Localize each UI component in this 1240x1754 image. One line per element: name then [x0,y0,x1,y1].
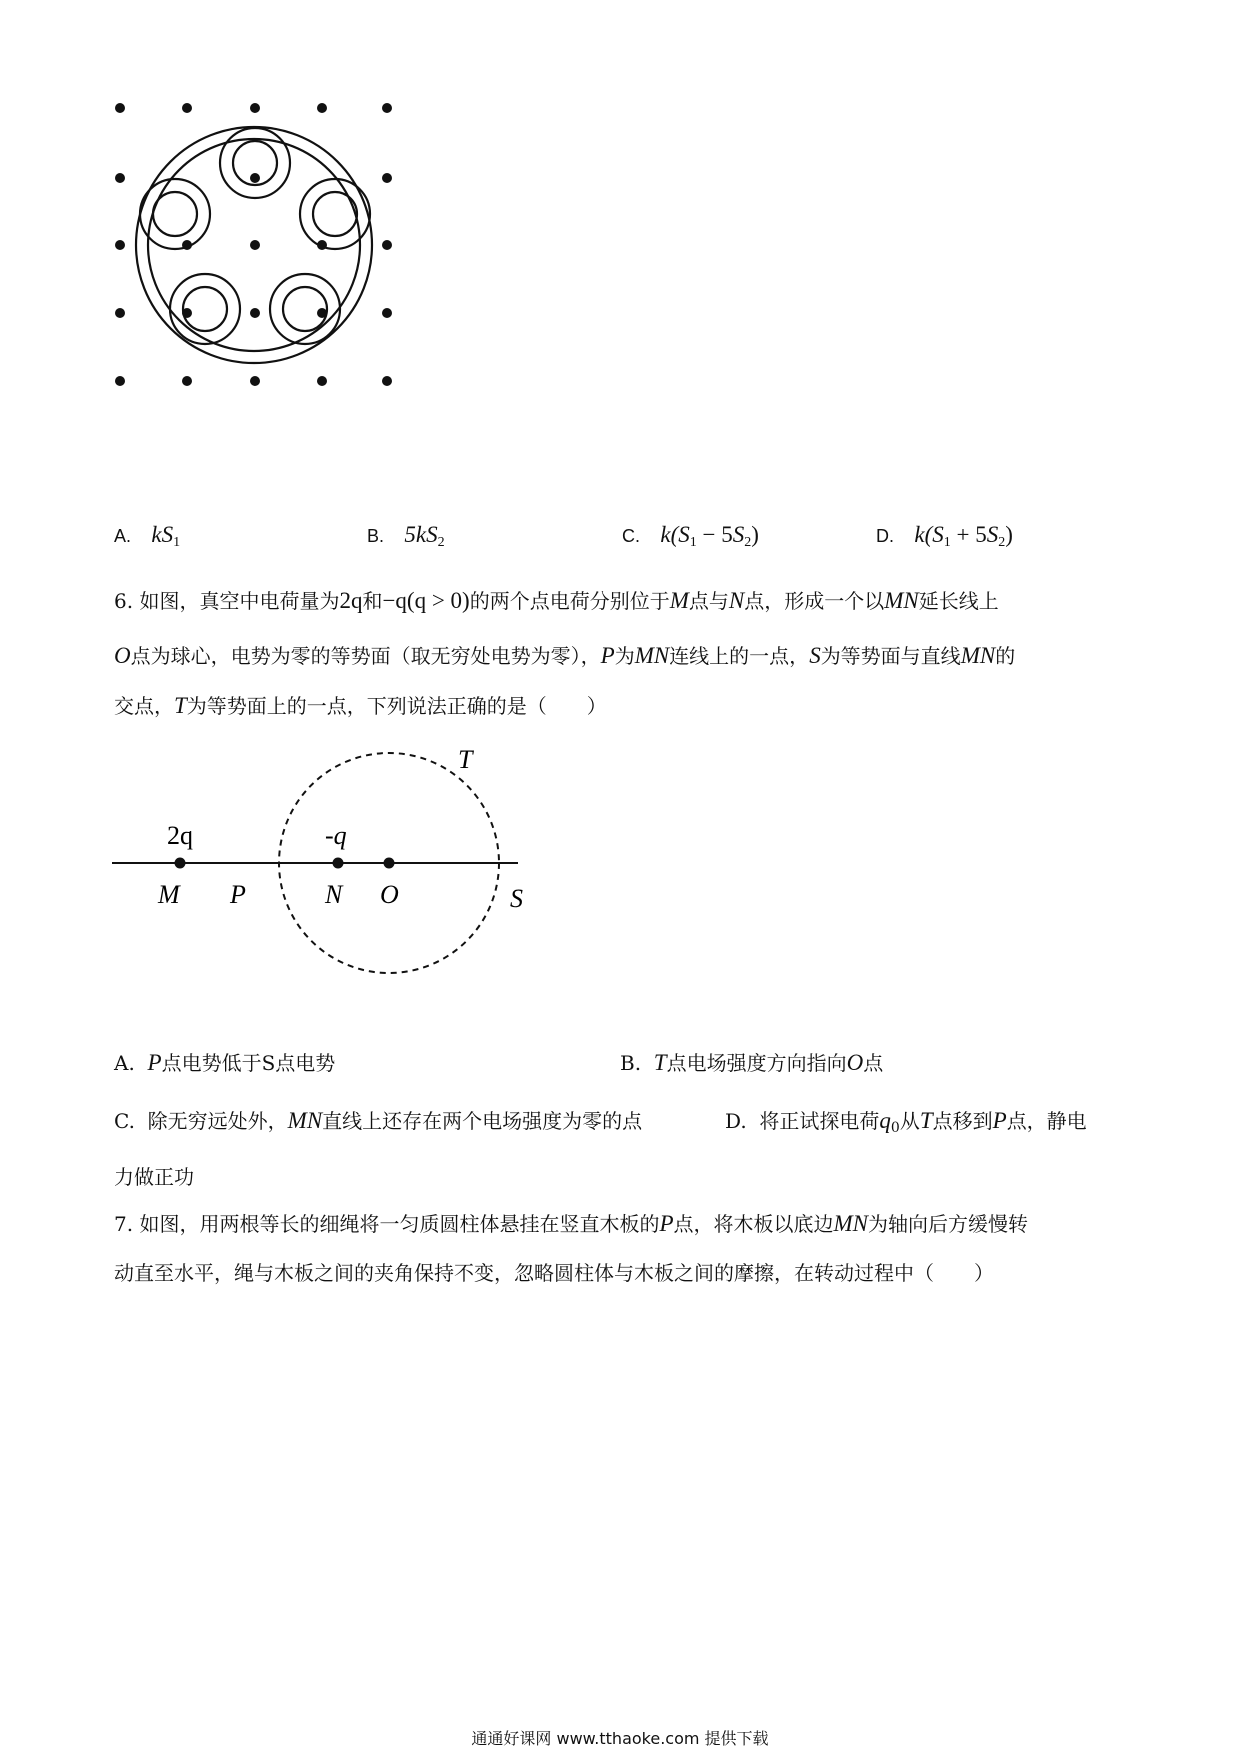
label-s: S [510,884,523,913]
q5-option-a-expr: $kS_1$ [151,522,181,550]
label-n: N [325,880,343,909]
q5-option-b[interactable]: B. $5kS_2$ [367,522,445,550]
point-o [384,858,395,869]
q5-option-d[interactable]: D. $k(S_1 + 5S_2)$ [876,522,1013,550]
q6-option-a[interactable]: A. P点电势低于S点电势 [114,1050,336,1075]
q6-option-d-continued: 力做正功 [114,1165,194,1189]
label-m: M [158,880,180,909]
q5-option-c[interactable]: C. $k(S_1 - 5S_2)$ [622,522,759,550]
point-n [333,858,344,869]
q5-option-d-expr: $k(S_1 + 5S_2)$ [914,522,1013,550]
label-neg-q: -q [325,821,347,850]
q7-stem-line-1: 7. 如图，用两根等长的细绳将一匀质圆柱体悬挂在竖直木板的P点，将木板以底边MN为轴向后方缓慢转 [114,1211,1029,1236]
q6-stem-line-2: O点为球心，电势为零的等势面（取无穷处电势为零），P为MN连线上的一点，S为等势面与直线MN的 [114,643,1016,668]
q6-stem-line-1: 6. 如图，真空中电荷量为2q和−q(q > 0)的两个点电荷分别位于M点与N点，形成一个以MN延长线上 [114,588,999,613]
q5-option-a[interactable]: A. $kS_1$ [114,522,181,550]
q5-option-c-expr: $k(S_1 - 5S_2)$ [660,522,759,550]
q7-stem-line-2: 动直至水平，绳与木板之间的夹角保持不变，忽略圆柱体与木板之间的摩擦，在转动过程中（ ） [114,1261,994,1285]
coil-figure [110,95,410,395]
q6-option-d[interactable]: D. 将正试探电荷$q_0$从T点移到P点，静电 [725,1108,1087,1136]
label-t: T [458,745,473,774]
label-p: P [230,880,246,909]
charge-equipotential-figure [100,735,540,975]
q5-option-b-expr: $5kS_2$ [404,522,445,550]
q6-stem-line-3: 交点，T为等势面上的一点，下列说法正确的是（ ） [114,693,607,718]
q6-option-b[interactable]: B. T点电场强度方向指向O点 [620,1050,884,1075]
label-o: O [380,880,399,909]
point-m [175,858,186,869]
label-2q: 2q [167,821,193,850]
q6-option-c[interactable]: C. 除无穷远处外，MN直线上还存在两个电场强度为零的点 [114,1108,643,1133]
footer-watermark: 通通好课网 www.tthaoke.com 提供下载 [471,1729,769,1748]
